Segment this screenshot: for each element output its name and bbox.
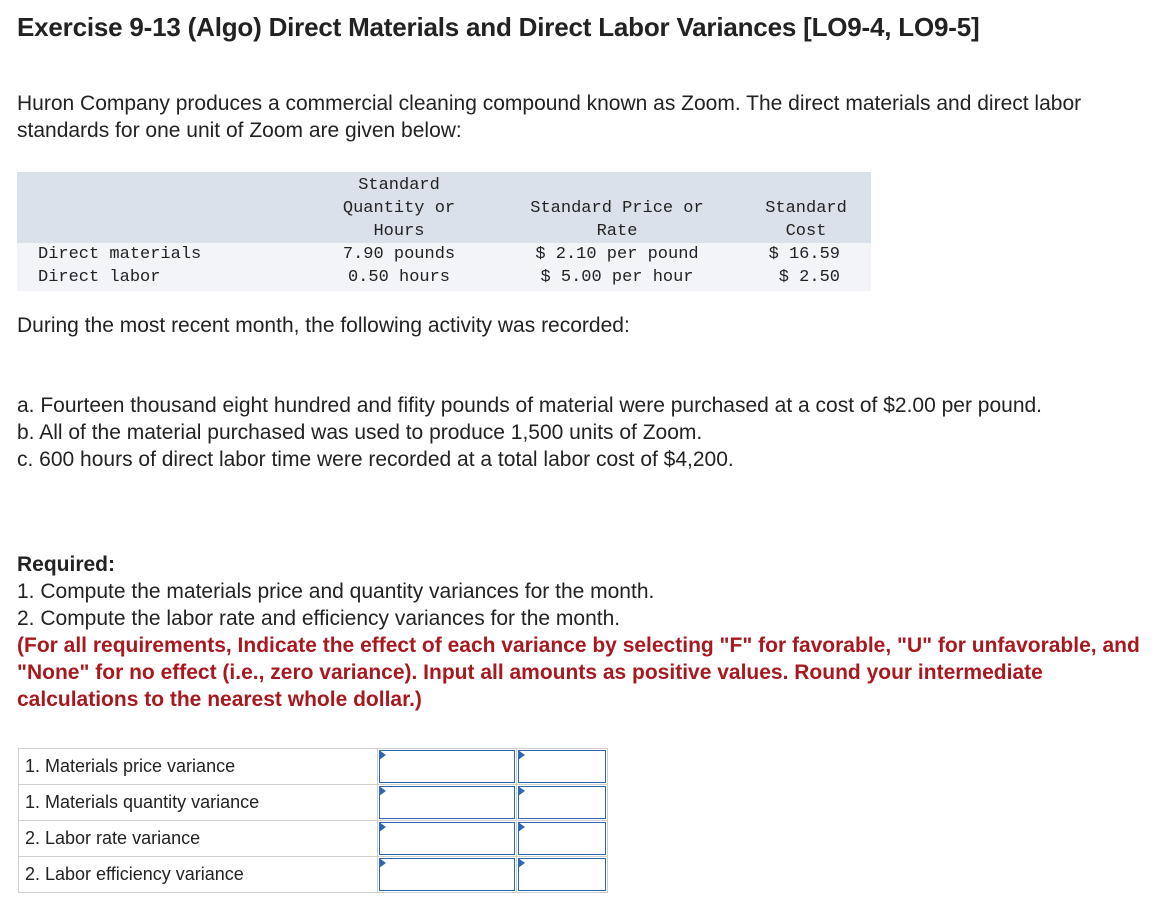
effect-cell [517,785,608,821]
required-item-2: 2. Compute the labor rate and efficiency variances for the month. [17,607,621,630]
materials-quantity-amount-input[interactable] [379,786,515,819]
standards-header-row [17,172,871,243]
standards-row-materials [17,243,871,266]
answer-label: 2. Labor rate variance [19,821,378,857]
answer-label: 1. Materials quantity variance [19,785,378,821]
effect-cell [517,749,608,785]
labor-efficiency-effect-select[interactable] [518,858,606,891]
row-price: $ 5.00 per hour [493,266,741,291]
amount-cell [378,821,517,857]
answer-table [18,748,608,893]
page-title: Exercise 9-13 (Algo) Direct Materials and Direct Labor Variances [LO9-4, LO9-5] [17,12,980,42]
answer-label: 2. Labor efficiency variance [19,857,378,893]
required-instructions: (For all requirements, Indicate the effect of each variance by selecting "F" for favorable, "U" for unfavorable, and "None" for no effect (i.e., zero variance). Input all amounts as positive values. Round your intermediate calculations to the nearest whole dollar.) [17,634,1140,711]
header-quantity-line1: Standard [358,176,440,195]
amount-cell [378,749,517,785]
answer-row-materials-quantity [19,785,608,821]
effect-cell [517,857,608,893]
activity-item-a: a. Fourteen thousand eight hundred and fifity pounds of material were purchased at a cost of $2.00 per pound. [17,394,1043,417]
header-quantity-line2: Quantity or [342,199,456,218]
input-marker-icon [518,786,525,796]
amount-cell [378,785,517,821]
activity-item-c: c. 600 hours of direct labor time were recorded at a total labor cost of $4,200. [17,448,734,471]
materials-price-amount-input[interactable] [379,750,515,783]
input-marker-icon [379,786,386,796]
materials-price-effect-select[interactable] [518,750,606,783]
row-cost: $ 2.50 [741,266,871,291]
header-cost-line1: Standard [765,199,847,218]
activity-intro: During the most recent month, the following activity was recorded: [17,314,630,337]
input-marker-icon [518,858,525,868]
input-marker-icon [379,822,386,832]
required-item-1: 1. Compute the materials price and quantity variances for the month. [17,580,655,603]
row-quantity: 0.50 hours [305,266,493,291]
activity-item-b: b. All of the material purchased was used to produce 1,500 units of Zoom. [17,421,703,444]
effect-cell [517,821,608,857]
row-cost: $ 16.59 [741,243,871,266]
amount-cell [378,857,517,893]
input-marker-icon [518,822,525,832]
header-price-line1: Standard Price or [530,199,704,218]
labor-efficiency-amount-input[interactable] [379,858,515,891]
answer-row-labor-efficiency [19,857,608,893]
input-marker-icon [379,858,386,868]
header-price-line2: Rate [596,222,638,241]
header-price [493,172,741,243]
input-marker-icon [518,750,525,760]
standards-row-labor [17,266,871,291]
header-cost-line2: Cost [785,222,827,241]
header-quantity-line3: Hours [373,222,425,241]
required-section [17,551,1157,713]
activity-list [17,392,1147,473]
header-quantity [305,172,493,243]
answer-row-materials-price [19,749,608,785]
labor-rate-amount-input[interactable] [379,822,515,855]
answer-label: 1. Materials price variance [19,749,378,785]
row-price: $ 2.10 per pound [493,243,741,266]
labor-rate-effect-select[interactable] [518,822,606,855]
input-marker-icon [379,750,386,760]
row-label: Direct labor [17,266,305,291]
header-blank [17,172,305,243]
answer-row-labor-rate [19,821,608,857]
materials-quantity-effect-select[interactable] [518,786,606,819]
intro-paragraph: Huron Company produces a commercial cleaning compound known as Zoom. The direct materials and direct labor standards for one unit of Zoom are given below: [17,92,1082,142]
row-label: Direct materials [17,243,305,266]
row-quantity: 7.90 pounds [305,243,493,266]
header-cost [741,172,871,243]
standards-table [17,172,871,291]
required-heading: Required: [17,553,116,576]
